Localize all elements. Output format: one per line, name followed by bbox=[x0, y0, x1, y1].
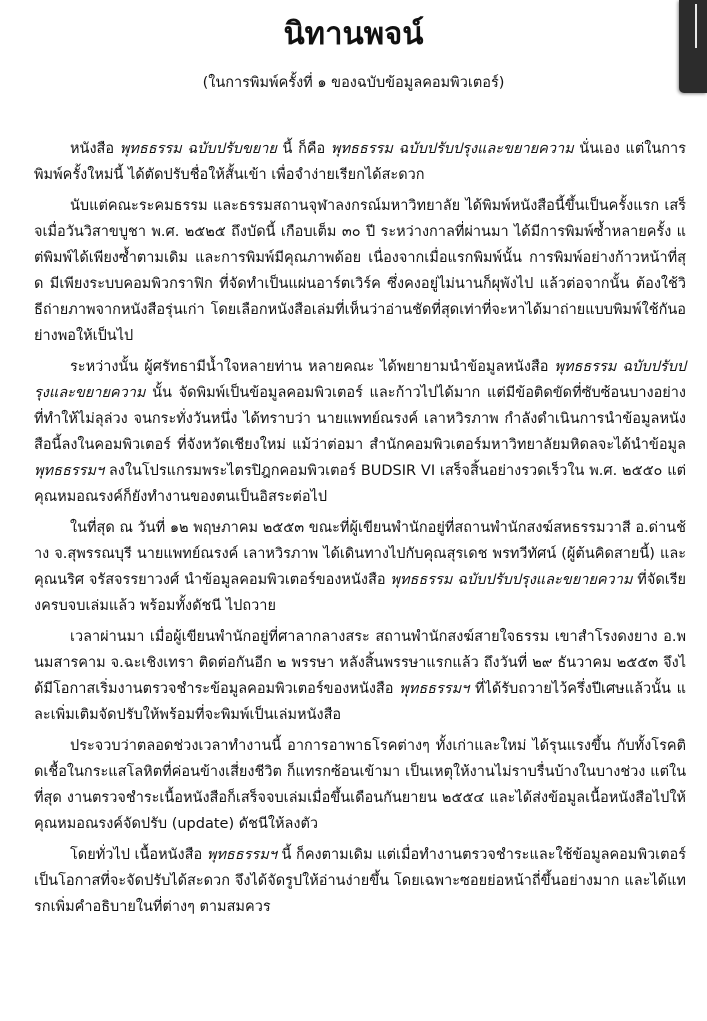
paragraph-text: นับแต่คณะระคมธรรม และธรรมสถานจุฬาลงกรณ์มหาวิทยาลัย ได้พิมพ์หนังสือนี้ขึ้นเป็นครั้งแรก เสร็จเมื่อวันวิสาขบูชา พ.ศ. ๒๕๒๕ ถึงบัดนี้ เกือบเต็ม ๓๐ ปี ระหว่างกาลที่ผ่านมา ได้มีการพิมพ์ซ้ำหลายครั้ง แต่พิมพ์ได้เพียงซ้ำตามเดิม และการพิมพ์มีคุณภาพด้อย เนื่องจากเมื่อแรกพิมพ์นั้น การพิมพ์อย่างก้าวหน้าที่สุด มีเพียงระบบคอมพิวกราฟิก ที่จัดทำเป็นแผ่นอาร์ตเวิร์ค ซึ่งคงอยู่ไม่นานก็ผุพังไป แล้วต่อจากนั้น ต้องใช้วิธีถ่ายภาพจากหนังสือรุ่นเก่า โดยเลือกหนังสือเล่มที่เห็นว่าอ่านชัดที่สุดเท่าที่จะหาได้มาถ่ายแบบพิมพ์ใช้กันอย่างพอให้เป็นไป bbox=[34, 198, 686, 344]
side-panel-tab[interactable] bbox=[679, 0, 707, 93]
body-paragraph bbox=[34, 136, 686, 188]
paragraph-text: ที่จัดเรียงครบจบเล่มแล้ว พร้อมทั้งดัชนี ไปถวาย bbox=[34, 572, 686, 614]
book-title-italic: พุทธธรรมฯ bbox=[34, 463, 105, 479]
body-paragraph bbox=[34, 842, 686, 920]
book-title-italic: พุทธธรรม ฉบับปรับปรุงและขยายความ bbox=[34, 359, 686, 401]
body-paragraph bbox=[34, 515, 686, 619]
book-title-italic: พุทธธรรม ฉบับปรับปรุงและขยายความ bbox=[330, 141, 574, 157]
scroll-indicator[interactable] bbox=[695, 4, 697, 48]
body-paragraph bbox=[34, 733, 686, 837]
paragraph-text: นั่นเอง แต่ในการพิมพ์ครั้งใหม่นี้ ได้ตัดปรับชื่อให้สั้นเข้า เพื่อจำง่ายเรียกได้สะดวก bbox=[34, 141, 686, 183]
paragraph-text: เวลาผ่านมา เมื่อผู้เขียนพำนักอยู่ที่ศาลากลางสระ สถานพำนักสงฆ์สายใจธรรม เขาสำโรงดงยาง อ.พนมสารคาม จ.ฉะเชิงเทรา ติดต่อกันอีก ๒ พรรษา หลังสิ้นพรรษาแรกแล้ว ถึงวันที่ ๒๙ ธันวาคม ๒๕๕๓ จึงได้มีโอกาสเริ่มงานตรวจชำระข้อมูลคอมพิวเตอร์ของหนังสือ bbox=[34, 629, 686, 697]
paragraph-text: ระหว่างนั้น ผู้ศรัทธามีน้ำใจหลายท่าน หลายคณะ ได้พยายามนำข้อมูลหนังสือ bbox=[70, 359, 555, 375]
book-title-italic: พุทธธรรมฯ bbox=[206, 847, 277, 863]
body-paragraph bbox=[34, 193, 686, 349]
paragraph-text: ในที่สุด ณ วันที่ ๑๒ พฤษภาคม ๒๕๕๓ ขณะที่ผู้เขียนพำนักอยู่ที่สถานพำนักสงฆ์สหธรรมวาสี อ.ด่านช้าง จ.สุพรรณบุรี นายแพทย์ณรงค์ เลาหวิรภาพ ได้เดินทางไปกับคุณสุรเดช พรทวีทัศน์ (ผู้ต้นคิดสายนี้) และคุณนริศ จรัสจรรยาวงศ์ นำข้อมูลคอมพิวเตอร์ของหนังสือ bbox=[34, 520, 686, 588]
page-title: นิทานพจน์ bbox=[283, 16, 424, 52]
book-title-italic: พุทธธรรม ฉบับปรับปรุงและขยายความ bbox=[390, 572, 633, 588]
document-body bbox=[34, 136, 686, 925]
paragraph-text: โดยทั่วไป เนื้อหนังสือ bbox=[70, 847, 207, 863]
book-title-italic: พุทธธรรม ฉบับปรับขยาย bbox=[119, 141, 277, 157]
body-paragraph bbox=[34, 354, 686, 510]
paragraph-text: นั้น จัดพิมพ์เป็นข้อมูลคอมพิวเตอร์ และก้าวไปได้มาก แต่มีข้อติดขัดที่ซับซ้อนบางอย่าง ที่ทำให้ไม่ลุล่วง จนกระทั่งวันหนึ่ง ได้ทราบว่า นายแพทย์ณรงค์ เลาหวิรภาพ กำลังดำเนินการนำข้อมูลหนังสือนี้ลงในคอมพิวเตอร์ ที่จังหวัดเชียงใหม่ แม้ว่าต่อมา สำนักคอมพิวเตอร์มหาวิทยาลัยมหิดลจะได้นำข้อมูล bbox=[34, 385, 686, 453]
body-paragraph bbox=[34, 624, 686, 728]
paragraph-text: หนังสือ bbox=[70, 141, 120, 157]
page-subtitle: (ในการพิมพ์ครั้งที่ ๑ ของฉบับข้อมูลคอมพิวเตอร์) bbox=[202, 75, 505, 91]
paragraph-text: นี้ ก็คือ bbox=[276, 141, 331, 157]
paragraph-text: ที่ได้รับถวายไว้ครึ่งปีเศษแล้วนั้น และเพิ่มเติมจัดปรับให้พร้อมที่จะพิมพ์เป็นเล่มหนังสือ bbox=[34, 681, 686, 723]
paragraph-text: นี้ ก็คงตามเดิม แต่เมื่อทำงานตรวจชำระและใช้ข้อมูลคอมพิวเตอร์ เป็นโอกาสที่จะจัดปรับได้สะดวก จึงได้จัดรูปให้อ่านง่ายขึ้น โดยเฉพาะซอยย่อหน้าถี่ขึ้นอย่างมาก และได้แทรกเพิ่มคำอธิบายในที่ต่างๆ ตามสมควร bbox=[34, 847, 687, 915]
paragraph-text: ลงในโปรแกรมพระไตรปิฎกคอมพิวเตอร์ BUDSIR VI เสร็จสิ้นอย่างรวดเร็วใน พ.ศ. ๒๕๕๐ แต่คุณหมอณรงค์ก็ยังทำงานของตนเป็นอิสระต่อไป bbox=[34, 463, 686, 505]
paragraph-text: ประจวบว่าตลอดช่วงเวลาทำงานนี้ อาการอาพาธโรคต่างๆ ทั้งเก่าและใหม่ ได้รุนแรงขึ้น กับทั้งโรคติดเชื้อในกระแสโลหิตที่ค่อนข้างเสี่ยงชีวิต ก็แทรกซ้อนเข้ามา เป็นเหตุให้งานไม่ราบรื่นบ้างในบางช่วง แต่ในที่สุด งานตรวจชำระเนื้อหนังสือก็เสร็จจบเล่มเมื่อขึ้นเดือนกันยายน ๒๕๕๔ และได้ส่งข้อมูลเนื้อหนังสือไปให้คุณหมอณรงค์จัดปรับ (update) ดัชนีให้ลงตัว bbox=[34, 738, 686, 832]
book-title-italic: พุทธธรรมฯ bbox=[399, 681, 470, 697]
